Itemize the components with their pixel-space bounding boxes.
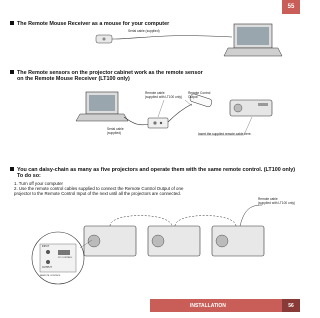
remote-cable-line	[175, 216, 236, 227]
projector-icon	[148, 226, 200, 256]
step-1: 1. Turn off your computer	[14, 181, 63, 186]
footer-page-number: 56	[282, 299, 300, 312]
section-heading-sensors: The Remote sensors on the projector cabinet work as the remote sensor on the Remote Mouse Receiver (LT100 only)	[10, 70, 203, 83]
projector-icon	[212, 226, 264, 256]
panel-label-pc: PC CONTROL	[58, 257, 73, 259]
remote-output-label: Remote Control Output	[188, 91, 211, 99]
serial-cable-label-1: Serial cable (supplied)	[128, 29, 160, 33]
panel-label-remote: REMOTE CONTROL	[40, 275, 61, 277]
remote-cable-label: Remote cable (supplied with LT100 only)	[145, 91, 182, 99]
projector-icon	[84, 226, 136, 256]
insert-cable-label: Insert the supplied remote cable here.	[198, 132, 252, 136]
footer-section-label: INSTALLATION	[190, 303, 226, 309]
daisy-remote-cable-label: Remote cable (supplied with LT100 only)	[258, 197, 295, 205]
section-heading-daisy-chain: You can daisy-chain as many as five projectors and operate them with the same remote control. (LT100 only) To do so:	[10, 167, 295, 180]
remote-cable-line	[240, 205, 262, 226]
remote-cable-line	[110, 216, 172, 227]
step-2: 2. Use the remote control cables supplied to connect the Remote Control Output of one	[14, 186, 184, 191]
panel-label-input: INPUT	[42, 245, 50, 248]
step-2-cont: projector to the Remote Control Input of the next until all the projectors are connected.	[14, 191, 181, 196]
page-number-top: 55	[282, 0, 300, 14]
panel-label-output: OUTPUT	[42, 266, 52, 269]
serial-cable-label-2: Serial cable (supplied)	[107, 127, 124, 135]
section-heading-mouse: The Remote Mouse Receiver as a mouse for your computer	[10, 21, 169, 27]
